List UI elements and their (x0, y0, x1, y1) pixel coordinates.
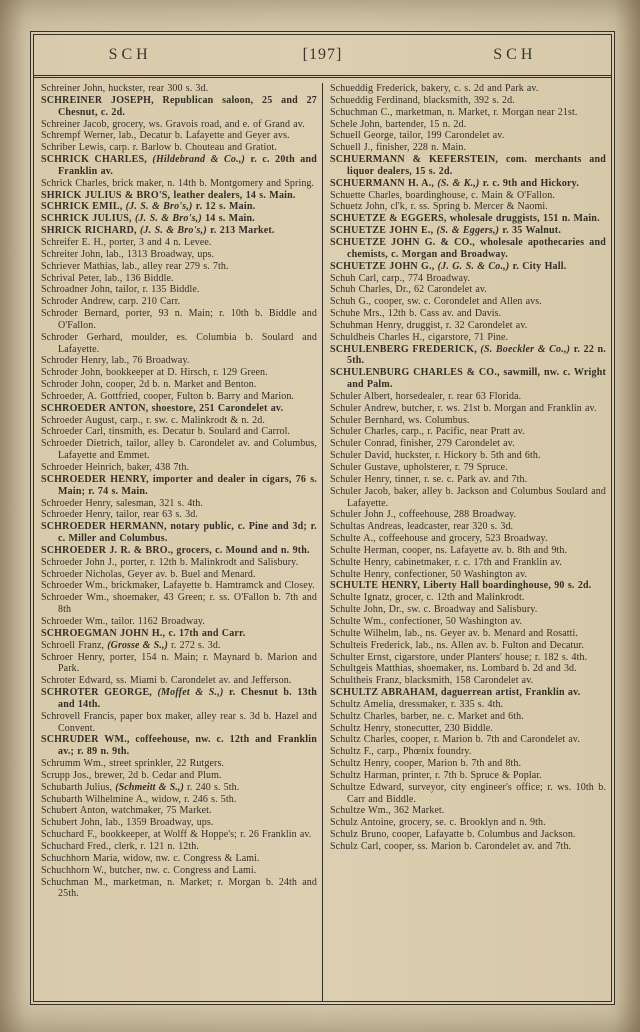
directory-entry: Schroeder Dietrich, tailor, alley b. Carondelet av. and Columbus, Lafayette and Emmet. (41, 438, 317, 462)
directory-entry: Schuler Gustave, upholsterer, r. 79 Spruce. (330, 462, 508, 473)
directory-entry: Schuler Jacob, baker, alley b. Jackson and Columbus Soulard and Lafayette. (330, 485, 606, 509)
directory-entry: Schuchard F., bookkeeper, at Wolff & Hoppe's; r. 26 Franklin av. (41, 829, 312, 841)
directory-entry: Schriever Mathias, lab., alley rear 279 s. 7th. (41, 260, 229, 272)
directory-entry: SHRICK RICHARD, (J. S. & Bro's,) r. 213 Market. (41, 225, 275, 237)
directory-column-right (323, 83, 611, 1001)
directory-entry: SCHRICK EMIL, (J. S. & Bro's,) r. 12 s. Main. (41, 201, 256, 213)
directory-entry: Schulte Herman, cooper, ns. Lafayette av. b. 8th and 9th. (330, 544, 568, 556)
directory-entry: SCHULTZ ABRAHAM, daguerrean artist, Franklin av. (330, 687, 581, 699)
directory-entry: Schuell George, tailor, 199 Carondelet av. (330, 130, 505, 142)
directory-entry: Schuchman C., marketman, n. Market, r. Morgan near 21st. (330, 106, 578, 118)
directory-entry: Schroeder Wm., brickmaker, Lafayette b. Hamtramck and Closey. (41, 580, 315, 592)
directory-entry: SCHUETZE JOHN G., (J. G. S. & Co.,) r. City Hall. (330, 260, 567, 272)
directory-entry: Scrupp Jos., brewer, 2d b. Cedar and Plum. (41, 769, 222, 781)
directory-entry: Schroder Gerhard, moulder, es. Columbia b. Soulard and Lafayette. (41, 331, 317, 355)
directory-entry: Schultze Wm., 362 Market. (330, 805, 445, 817)
directory-entry: Schuchard Fred., clerk, r. 121 n. 12th. (41, 841, 199, 852)
directory-entry: Schubert John, lab., 1359 Broadway, ups. (41, 817, 214, 829)
directory-entry: Schroder Henry, lab., 76 Broadway. (41, 355, 190, 367)
directory-entry: SHRICK JULIUS & BRO'S, leather dealers, 14 s. Main. (41, 189, 296, 201)
directory-entry: SCHULENBERG FREDERICK, (S. Boeckler & Co.,) r. 22 n. 5th. (330, 343, 607, 367)
directory-entry: Schulz Carl, cooper, ss. Marion b. Carondelet av. and 7th. (330, 841, 572, 852)
directory-entry: Schroeder August, carp., r. sw. c. Malinkrodt & n. 2d. (41, 414, 265, 426)
directory-entry: Schuchhorn Maria, widow, nw. c. Congress & Lami. (41, 852, 260, 864)
directory-entry: SCHRICK JULIUS, (J. S. & Bro's,) 14 s. Main. (41, 213, 255, 225)
directory-entry: Schulte Ignatz, grocer, c. 12th and Malinkrodt. (330, 592, 525, 604)
directory-entry: Schrival Peter, lab., 136 Biddle. (41, 272, 174, 284)
directory-entry: Schroeder Heinrich, baker, 438 7th. (41, 462, 190, 473)
directory-entry: Schroell Franz, (Grosse & S.,) r. 272 s. 3d. (41, 639, 221, 651)
directory-entry: Schroeder, A. Gottfried, cooper, Fulton b. Barry and Marion. (41, 390, 295, 402)
directory-entry: Schroeder Wm., tailor. 1162 Broadway. (41, 615, 205, 627)
directory-entry: Schroder Bernard, porter, 93 n. Main; r. 10th b. Biddle and O'Fallon. (41, 308, 317, 331)
directory-entry: Schulz Antoine, grocery, se. c. Brooklyn and n. 9th. (330, 817, 546, 829)
directory-entry: Schrempf Werner, lab., Decatur b. Lafayette and Geyer avs. (41, 130, 290, 142)
directory-entry: Schrovell Francis, paper box maker, alley rear s. 3d b. Hazel and Convent. (41, 710, 317, 734)
page-header (34, 35, 611, 78)
page-number: [197] (302, 46, 343, 63)
directory-entry: Schuh Carl, carp., 774 Broadway. (330, 272, 471, 284)
directory-entry: SCHUETZE & EGGERS, wholesale druggists, 151 n. Main. (330, 213, 600, 225)
directory-entry: Schultas Andreas, leadcaster, rear 320 s. 3d. (330, 521, 514, 533)
directory-entry: Schroer Henry, porter, 154 n. Main; r. Maynard b. Marion and Park. (41, 651, 317, 675)
directory-entry: Schuler Andrew, butcher, r. ws. 21st b. Morgan and Franklin av. (330, 402, 597, 414)
directory-columns (34, 78, 611, 1001)
directory-entry: Schreiner John, huckster, rear 300 s. 3d. (41, 83, 209, 94)
directory-entry: Schroder Andrew, carp. 210 Carr. (41, 296, 181, 308)
directory-entry: Schuetz John, cl'k, r. ss. Spring b. Mercer & Naomi. (330, 201, 548, 213)
directory-entry: Schuh Charles, Dr., 62 Carondelet av. (330, 284, 487, 296)
directory-entry: Schrick Charles, brick maker, n. 14th b. Montgomery and Spring. (41, 177, 315, 189)
directory-entry: Schreifer E. H., porter, 3 and 4 n. Levee. (41, 236, 212, 248)
header-section-right: SCH (493, 46, 537, 63)
directory-entry: Schubarth Wilhelmine A., widow, r. 246 s. 5th. (41, 793, 237, 805)
directory-entry: Schueddig Frederick, bakery, c. s. 2d and Park av. (330, 83, 539, 94)
directory-entry: SCHROEGMAN JOHN H., c. 17th and Carr. (41, 627, 246, 639)
directory-entry: Schreiner Jacob, grocery, ws. Gravois road, and e. of Grand av. (41, 118, 305, 130)
directory-entry: Schulte Henry, confectioner, 50 Washington av. (330, 568, 528, 580)
directory-entry: Schuler Charles, carp., r. Pacific, near Pratt av. (330, 426, 525, 438)
directory-entry: Schultz F., carp., Phœnix foundry. (330, 746, 472, 758)
page-frame (30, 31, 615, 1005)
directory-entry: SCHREINER JOSEPH, Republican saloon, 25 and 27 Chesnut, c. 2d. (41, 94, 317, 118)
directory-entry: Schulte A., coffeehouse and grocery, 523 Broadway. (330, 533, 548, 545)
directory-entry: Schuchhorn W., butcher, nw. c. Congress and Lami. (41, 864, 257, 876)
directory-entry: Schrumm Wm., street sprinkler, 22 Rutgers. (41, 758, 225, 770)
directory-entry: Schroeder John J., porter, r. 12th b. Malinkrodt and Salisbury. (41, 556, 299, 568)
directory-entry: Schroeder Wm., shoemaker, 43 Green; r. ss. O'Fallon b. 7th and 8th (41, 592, 317, 616)
directory-entry: Schuler Henry, tinner, r. se. c. Park av. and 7th. (330, 473, 528, 485)
directory-entry: Schulter Ernst, cigarstore, under Planters' house; r. 182 s. 4th. (330, 651, 588, 663)
directory-entry: Schuler Conrad, finisher, 279 Carondelet av. (330, 438, 515, 450)
directory-entry: Schroeder Henry, salesman, 321 s. 4th. (41, 497, 204, 509)
directory-entry: Schultz Henry, stonecutter, 230 Biddle. (330, 722, 493, 734)
directory-entry: Schultheis Franz, blacksmith, 158 Carondelet av. (330, 675, 534, 687)
directory-entry: Schuh G., cooper, sw. c. Corondelet and Allen avs. (330, 296, 542, 308)
directory-entry: Schuell J., finisher, 228 n. Main. (330, 142, 467, 154)
directory-entry: Schulteis Frederick, lab., ns. Allen av. b. Fulton and Decatur. (330, 639, 584, 651)
directory-entry: Schulte Wm., confectioner, 50 Washington av. (330, 615, 523, 627)
directory-entry: SCHROEDER J. R. & BRO., grocers, c. Mound and n. 9th. (41, 544, 310, 556)
directory-entry: Schroadner John, tailor, r. 135 Biddle. (41, 284, 200, 296)
directory-entry: SCHUERMANN H. A., (S. & K.,) r. c. 9th and Hickory. (330, 177, 580, 189)
directory-entry: SCHUERMANN & KEFERSTEIN, com. merchants and liquor dealers, 15 s. 2d. (330, 154, 606, 177)
directory-entry: Schulte Wilhelm, lab., ns. Geyer av. b. Menard and Rosatti. (330, 627, 579, 639)
directory-entry: Schultz Charles, cooper, r. Marion b. 7th and Carondelet av. (330, 734, 580, 746)
directory-entry: Schubarth Julius, (Schmeitt & S.,) r. 240 s. 5th. (41, 781, 240, 793)
directory-entry: Schriber Lewis, carp. r. Barlow b. Chouteau and Gratiot. (41, 142, 277, 154)
directory-entry: SCHRICK CHARLES, (Hildebrand & Co.,) r. c. 20th and Franklin av. (41, 154, 317, 177)
directory-entry: Schueddig Ferdinand, blacksmith, 392 s. 2d. (330, 94, 515, 106)
directory-entry: Schulte Henry, cabinetmaker, r. c. 17th and Franklin av. (330, 556, 563, 568)
directory-entry: SCHULENBURG CHARLES & CO., sawmill, nw. c. Wright and Palm. (330, 367, 606, 391)
directory-entry: Schubert Anton, watchmaker, 75 Market. (41, 805, 212, 817)
directory-entry: Schele John, bartender, 15 n. 2d. (330, 118, 467, 130)
directory-entry: SCHROEDER HERMANN, notary public, c. Pine and 3d; r. c. Miller and Columbus. (41, 521, 317, 545)
directory-entry: Schuchman M., marketman, n. Market; r. Morgan b. 24th and 25th. (41, 876, 317, 900)
directory-entry: Schuldheis Charles H., cigarstore, 71 Pine. (330, 331, 509, 343)
directory-entry: Schuhe Mrs., 12th b. Cass av. and Davis. (330, 308, 502, 320)
directory-entry: Schroeder Nicholas, Geyer av. b. Buel and Menard. (41, 568, 256, 580)
directory-entry: Schuler John J., coffeehouse, 288 Broadway. (330, 509, 517, 521)
directory-entry: SCHROTER GEORGE, (Moffet & S.,) r. Chesnut b. 13th and 14th. (41, 687, 318, 710)
directory-entry: Schuler Albert, horsedealer, r. rear 63 Florida. (330, 390, 522, 402)
directory-entry: SCHROEDER ANTON, shoestore, 251 Carondelet av. (41, 402, 284, 414)
directory-entry: Schultze Edward, surveyor, city engineer's office; r. ws. 10th b. Carr and Biddle. (330, 781, 606, 805)
directory-entry: SCHROEDER HENRY, importer and dealer in cigars, 76 s. Main; r. 74 s. Main. (41, 473, 317, 497)
directory-entry: Schultz Amelia, dressmaker, r. 335 s. 4th. (330, 698, 504, 710)
directory-entry: Schreiter John, lab., 1313 Broadway, ups. (41, 248, 215, 260)
directory-entry: Schulte John, Dr., sw. c. Broadway and Salisbury. (330, 604, 538, 616)
directory-entry: Schroder John, cooper, 2d b. n. Market and Benton. (41, 379, 257, 391)
header-section-left: SCH (108, 46, 152, 63)
directory-column-left (34, 83, 323, 1001)
directory-entry: Schroeder Henry, tailor, rear 63 s. 3d. (41, 509, 198, 521)
directory-entry: Schultz Henry, cooper, Marion b. 7th and 8th. (330, 758, 522, 770)
directory-entry: Schuler David, huckster, r. Hickory b. 5th and 6th. (330, 450, 541, 462)
directory-entry: Schroeder Carl, tinsmith, es. Decatur b. Soulard and Carrol. (41, 426, 291, 438)
directory-entry: Schuette Charles, boardinghouse, c. Main & O'Fallon. (330, 189, 555, 201)
directory-entry: Schultz Charles, barber, ne. c. Market and 6th. (330, 710, 524, 722)
directory-entry: SCHUETZE JOHN G. & CO., wholesale apothecaries and chemists, c. Morgan and Broadway. (330, 236, 606, 260)
directory-entry: Schulz Bruno, cooper, Lafayatte b. Columbus and Jackson. (330, 829, 576, 841)
directory-entry: SCHRUDER WM., coffeehouse, nw. c. 12th and Franklin av.; r. 89 n. 9th. (41, 734, 317, 758)
directory-entry: Schroter Edward, ss. Miami b. Carondelet av. and Jefferson. (41, 675, 292, 687)
directory-entry: SCHULTE HENRY, Liberty Hall boardinghouse, 90 s. 2d. (330, 580, 592, 592)
directory-entry: SCHUETZE JOHN E., (S. & Eggers,) r. 35 Walnut. (330, 225, 562, 237)
directory-entry: Schultz Harman, printer, r. 7th b. Spruce & Poplar. (330, 769, 542, 781)
directory-entry: Schroder John, bookkeeper at D. Hirsch, r. 129 Green. (41, 367, 268, 379)
directory-entry: Schuhman Henry, druggist, r. 32 Carondelet av. (330, 319, 528, 331)
directory-entry: Schuler Bernhard, ws. Columbus. (330, 414, 470, 426)
directory-entry: Schultgeis Matthias, shoemaker, ns. Lombard b. 2d and 3d. (330, 663, 577, 675)
